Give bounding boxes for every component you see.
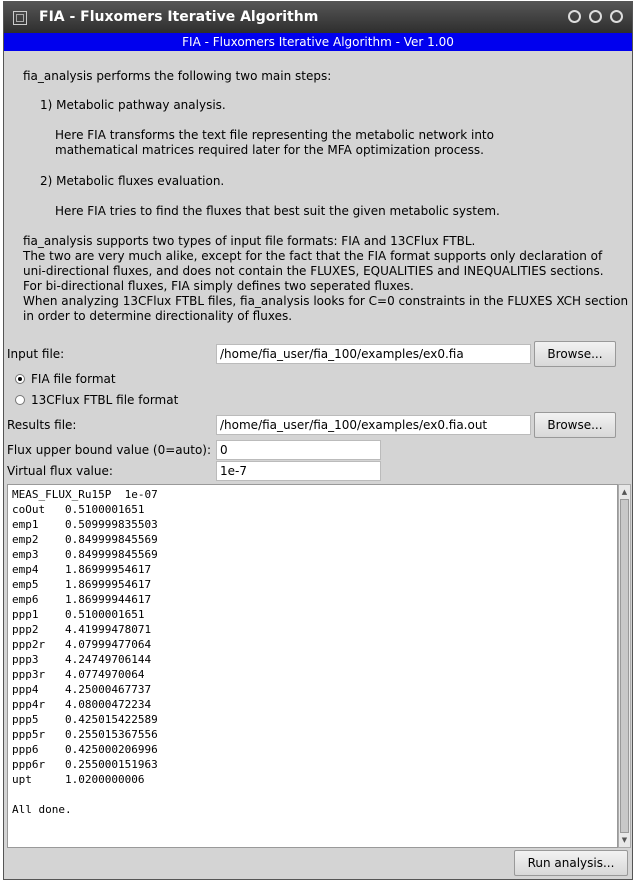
output-line: All done. — [12, 803, 72, 816]
desc-line: mathematical matrices required later for the MFA optimization process. — [55, 143, 484, 157]
desc-line: The two are very much alike, except for the fact that the FIA format supports only declaration of — [23, 249, 603, 263]
output-line: ppp4 4.25000467737 — [12, 683, 152, 696]
output-line — [12, 787, 617, 802]
results-file-label: Results file: — [7, 418, 77, 432]
desc-line: When analyzing 13CFlux FTBL files, fia_analysis looks for C=0 constraints in the FLUXES XCH section — [23, 294, 629, 308]
app-icon — [13, 11, 27, 25]
output-line: ppp5 0.425015422589 — [12, 713, 158, 726]
output-line: emp5 1.86999954617 — [12, 578, 152, 591]
scrollbar-thumb[interactable] — [620, 499, 629, 833]
fia-format-radio[interactable] — [15, 372, 116, 386]
fia-format-label: FIA file format — [31, 372, 116, 386]
output-scrollbar[interactable] — [618, 484, 631, 848]
scroll-up-icon[interactable]: ▲ — [621, 488, 628, 496]
scroll-down-icon[interactable]: ▼ — [621, 836, 628, 844]
output-line: ppp6r 0.255000151963 — [12, 758, 158, 771]
output-line: coOut 0.5100001651 — [12, 503, 145, 516]
ftbl-format-radio[interactable] — [15, 393, 178, 407]
window-title: FIA - Fluxomers Iterative Algorithm — [39, 9, 319, 25]
output-line: emp1 0.509999835503 — [12, 518, 158, 531]
title-bar[interactable] — [4, 2, 632, 33]
output-line: ppp3 4.24749706144 — [12, 653, 152, 666]
input-browse-button[interactable]: Browse... — [534, 341, 616, 367]
upper-bound-label: Flux upper bound value (0=auto): — [7, 443, 212, 457]
input-file-label: Input file: — [7, 347, 65, 361]
output-line: ppp5r 0.255015367556 — [12, 728, 158, 741]
output-line: ppp4r 4.08000472234 — [12, 698, 152, 711]
radio-selected-icon — [15, 374, 25, 384]
desc-line: in order to determine directionality of fluxes. — [23, 309, 293, 323]
output-line: emp6 1.86999944617 — [12, 593, 152, 606]
output-log[interactable] — [7, 484, 618, 848]
output-line: ppp2r 4.07999477064 — [12, 638, 152, 651]
desc-line: Here FIA tries to find the fluxes that best suit the given metabolic system. — [55, 204, 500, 218]
ftbl-format-label: 13CFlux FTBL file format — [31, 393, 179, 407]
minimize-icon[interactable] — [568, 10, 581, 23]
maximize-icon[interactable] — [589, 10, 602, 23]
output-line: ppp3r 4.0774970064 — [12, 668, 145, 681]
desc-line: uni-directional fluxes, and does not contain the FLUXES, EQUALITIES and INEQUALITIES sections. — [23, 264, 604, 278]
radio-unselected-icon — [15, 395, 25, 405]
desc-line: fia_analysis performs the following two main steps: — [23, 69, 332, 83]
results-browse-button[interactable]: Browse... — [534, 412, 616, 438]
results-file-field[interactable]: /home/fia_user/fia_100/examples/ex0.fia.out — [216, 415, 531, 435]
desc-line: Here FIA transforms the text file representing the metabolic network into — [55, 128, 494, 142]
output-line: emp3 0.849999845569 — [12, 548, 158, 561]
app-window — [3, 1, 633, 880]
output-line: MEAS_FLUX_Ru15P 1e-07 — [12, 488, 158, 501]
output-line: ppp6 0.425000206996 — [12, 743, 158, 756]
version-banner: FIA - Fluxomers Iterative Algorithm - Ver 1.00 — [4, 33, 632, 51]
virtual-flux-label: Virtual flux value: — [7, 464, 113, 478]
output-line: emp4 1.86999954617 — [12, 563, 152, 576]
input-file-field[interactable]: /home/fia_user/fia_100/examples/ex0.fia — [216, 344, 531, 364]
desc-line: fia_analysis supports two types of input file formats: FIA and 13CFlux FTBL. — [23, 234, 476, 248]
desc-line: For bi-directional fluxes, FIA simply defines two seperated fluxes. — [23, 279, 414, 293]
run-analysis-button[interactable]: Run analysis... — [514, 850, 628, 876]
virtual-flux-field[interactable]: 1e-7 — [216, 461, 381, 481]
output-line: emp2 0.849999845569 — [12, 533, 158, 546]
close-icon[interactable] — [610, 10, 623, 23]
upper-bound-field[interactable]: 0 — [216, 440, 381, 460]
output-line: upt 1.0200000006 — [12, 773, 145, 786]
desc-line: 1) Metabolic pathway analysis. — [40, 98, 226, 112]
desc-line: 2) Metabolic fluxes evaluation. — [40, 174, 225, 188]
output-line: ppp1 0.5100001651 — [12, 608, 145, 621]
output-line: ppp2 4.41999478071 — [12, 623, 152, 636]
